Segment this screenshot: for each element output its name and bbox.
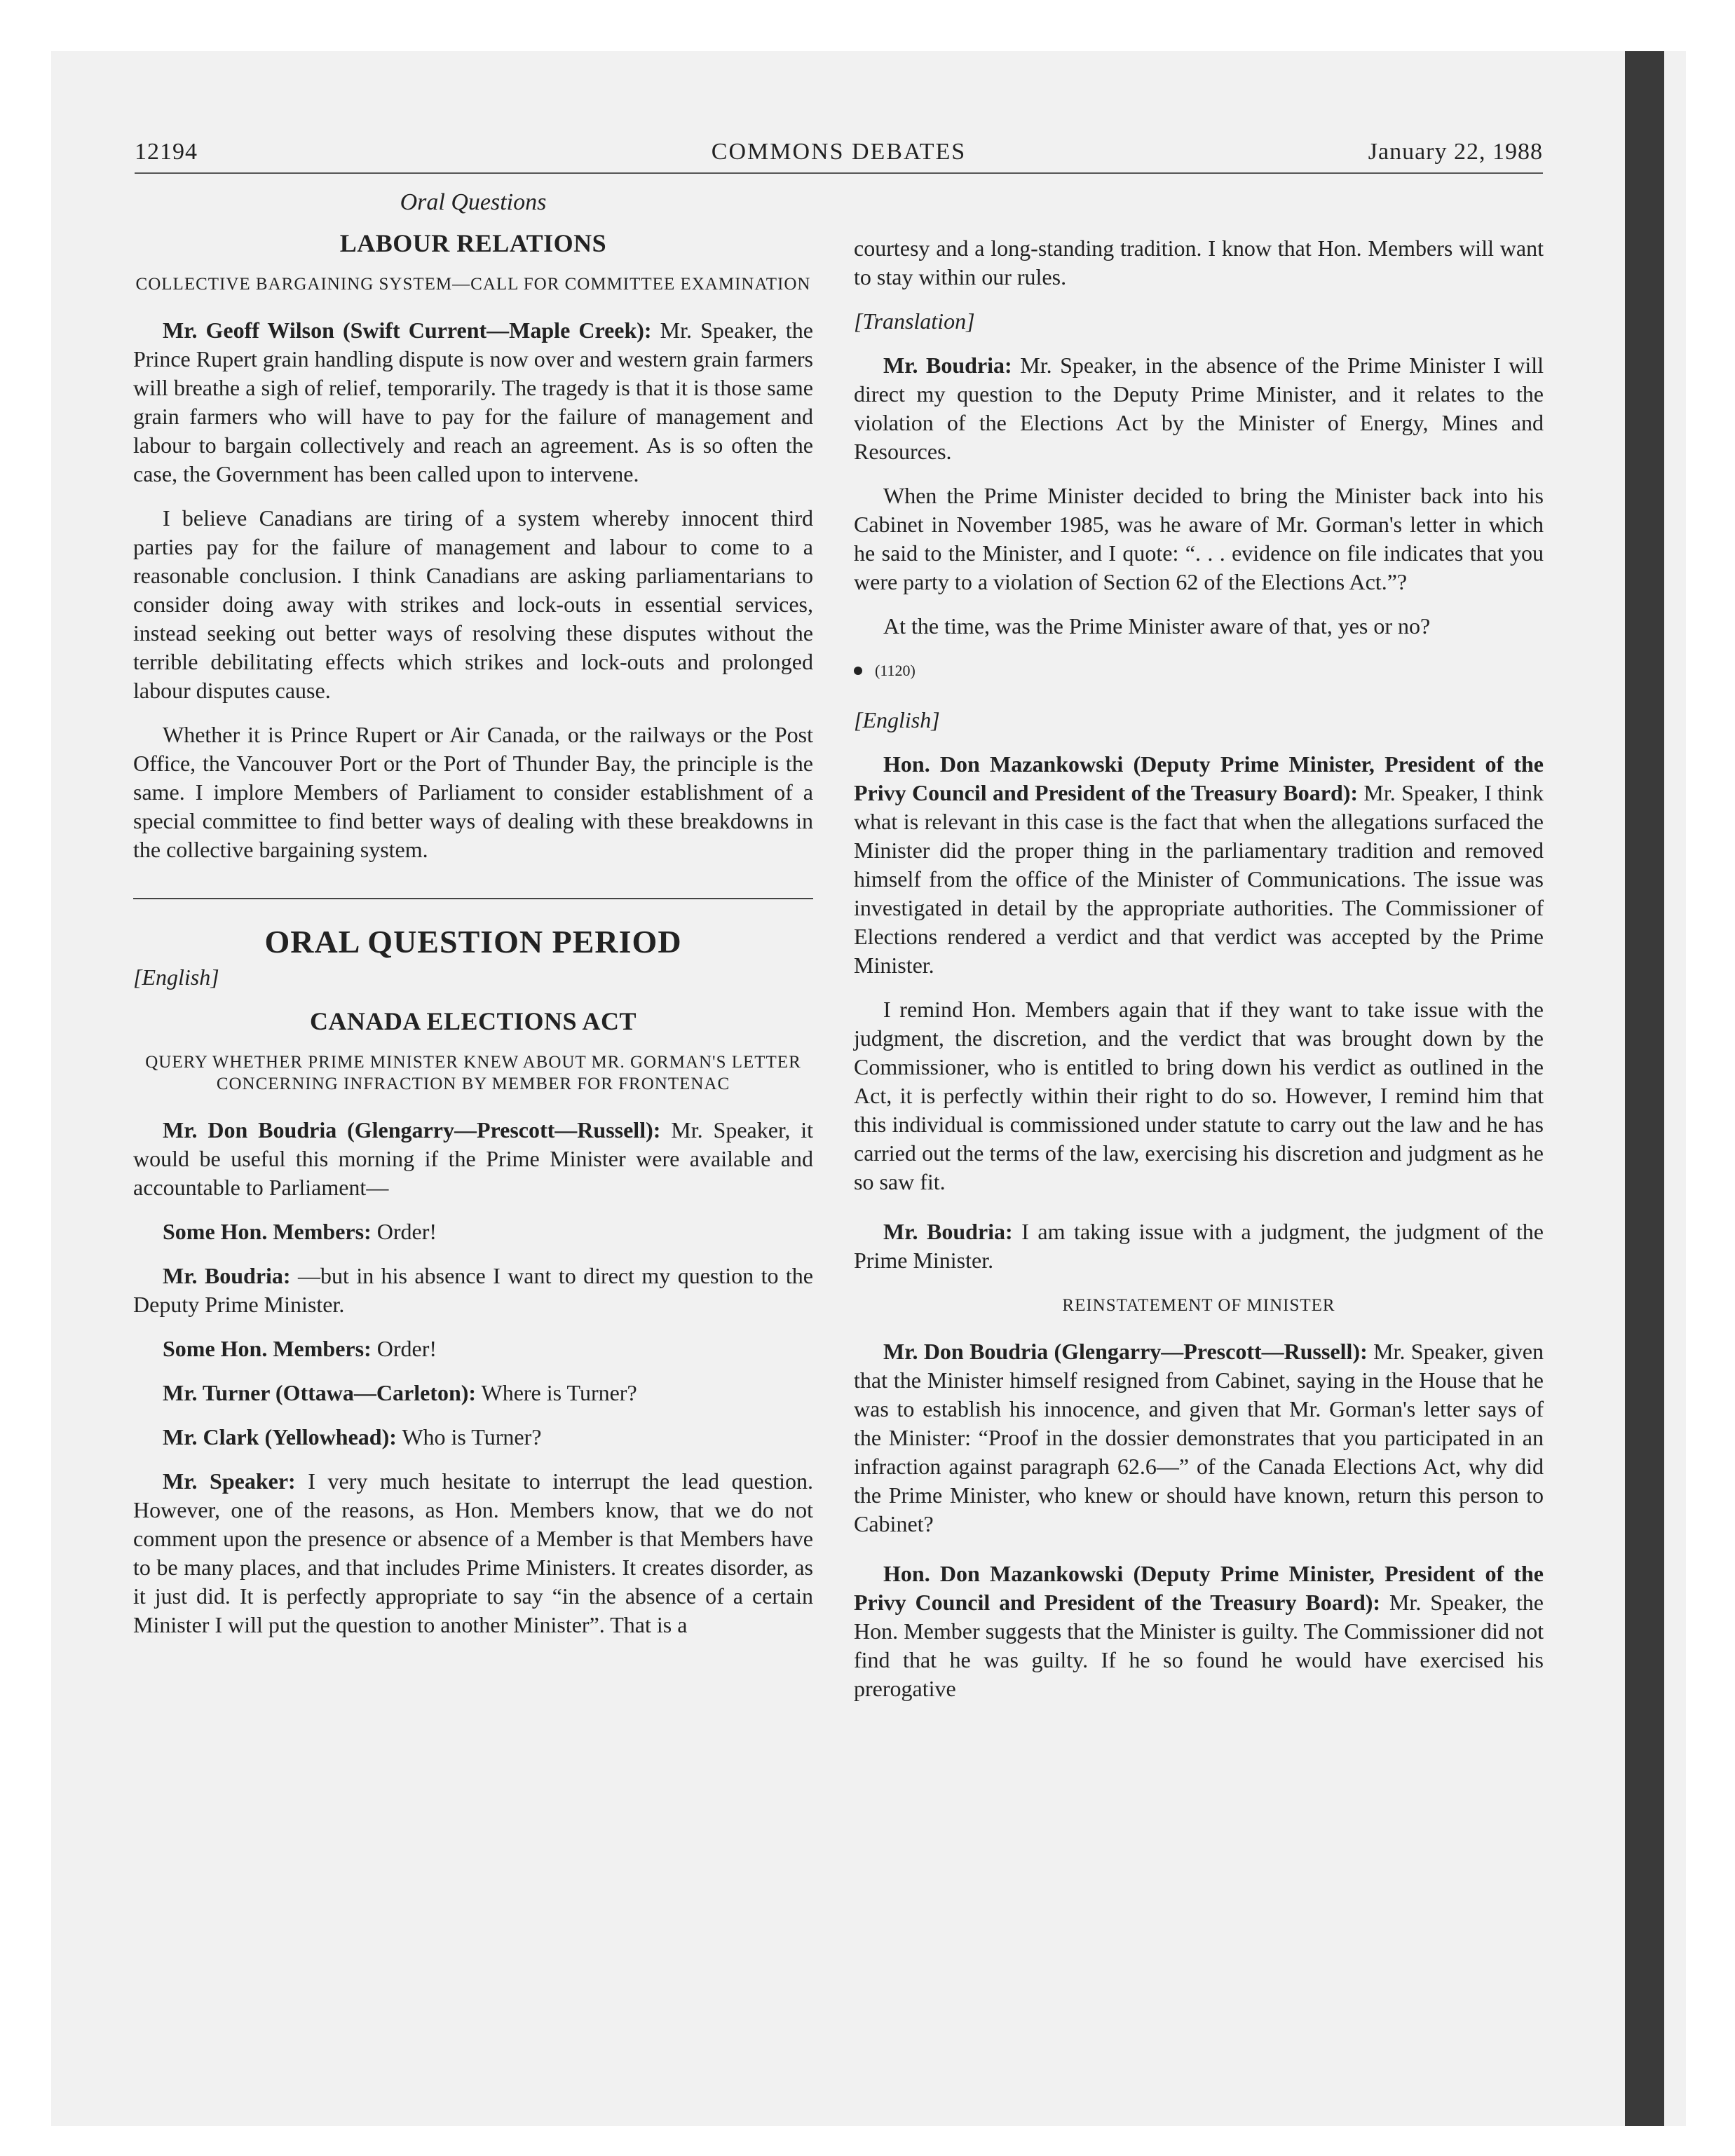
language-marker: [English]: [133, 964, 219, 990]
speaker-name: Mr. Clark (Yellowhead):: [163, 1424, 397, 1449]
speech-text: Mr. Speaker, in the absence of the Prime Minister I will direct my question to the Deputy Prime Minister, and it relates to the violation of the Elections Act by the Minister of Energy, Mines and Resources.: [854, 353, 1544, 464]
speaker-name: Hon. Don Mazankowski (Deputy Prime Minister, President of the Privy Council and President of the Treasury Board):: [854, 1561, 1544, 1615]
subheading-reinstatement: REINSTATEMENT OF MINISTER: [1062, 1296, 1335, 1315]
paragraph: [133, 1116, 813, 1202]
speech-text: Mr. Speaker, given that the Minister himself resigned from Cabinet, saying in the House that he was to establish his innocence, and given that Mr. Gorman's letter says of the Minister: “Proof in the dossier demonstrates that you participated in an infraction against paragraph 62.6—” of the Canada Elections Act, why did the Prime Minister, who knew or should have known, return this person to Cabinet?: [854, 1339, 1544, 1536]
heading-labour-relations: LABOUR RELATIONS: [339, 229, 607, 257]
time-marker: [854, 656, 1544, 685]
speaker-name: Mr. Geoff Wilson (Swift Current—Maple Creek):: [163, 318, 652, 343]
language-marker: [Translation]: [854, 308, 975, 334]
right-column: [854, 234, 1544, 1719]
paragraph: At the time, was the Prime Minister aware of that, yes or no?: [883, 613, 1431, 639]
paragraph: [854, 1217, 1544, 1275]
speaker-name: Mr. Don Boudria (Glengarry—Prescott—Russell):: [163, 1117, 661, 1142]
speech-text: Order!: [371, 1336, 437, 1361]
paragraph: [133, 1379, 813, 1407]
speaker-name: Mr. Boudria:: [163, 1263, 291, 1288]
speech-text: Mr. Speaker, I think what is relevant in this case is the fact that when the allegations surfaced the Minister did the proper thing in the parliamentary tradition and removed himself from the office of the Minister of Communications. The issue was investigated in detail by the appropriate authorities. The Commissioner of Elections rendered a verdict and that verdict was accepted by the Prime Minister.: [854, 780, 1544, 978]
speaker-name: Mr. Speaker:: [163, 1468, 296, 1494]
speaker-name: Hon. Don Mazankowski (Deputy Prime Minister, President of the Privy Council and President of the Treasury Board):: [854, 751, 1544, 805]
speech-text: Order!: [371, 1219, 437, 1244]
heading-canada-elections-act: CANADA ELECTIONS ACT: [309, 1007, 637, 1035]
time-stamp: (1120): [875, 662, 916, 679]
running-header: [135, 139, 1543, 174]
paragraph: [133, 1217, 813, 1246]
speaker-name: Mr. Boudria:: [883, 1219, 1013, 1244]
heading-oral-question-period: ORAL QUESTION PERIOD: [264, 924, 682, 960]
speech-text: —but in his absence I want to direct my question to the Deputy Prime Minister.: [133, 1263, 814, 1317]
language-marker: [English]: [854, 707, 940, 732]
paragraph: [133, 1423, 813, 1452]
speaker-name: Mr. Turner (Ottawa—Carleton):: [163, 1380, 477, 1405]
paragraph: [133, 1335, 813, 1363]
speaker-name: Some Hon. Members:: [163, 1336, 372, 1361]
page-date: January 22, 1988: [1368, 139, 1543, 165]
speech-text: I am taking issue with a judgment, the judgment of the Prime Minister.: [854, 1219, 1544, 1273]
paragraph: I believe Canadians are tiring of a system whereby innocent third parties pay for the failure of management and labour to come to a reasonable conclusion. I think Canadians are asking parliamentarians to consider doing away with strikes and lock-outs in essential services, instead seeking out better ways of resolving these disputes without the terrible debilitating effects which strikes and lock-outs and prolonged labour disputes cause.: [133, 505, 813, 703]
scan-edge-shadow: [1625, 51, 1664, 2126]
paragraph: [854, 1337, 1544, 1538]
section-label: Oral Questions: [400, 189, 547, 215]
paragraph: [854, 351, 1544, 466]
subheading-query: QUERY WHETHER PRIME MINISTER KNEW ABOUT MR. GORMAN'S LETTER CONCERNING INFRACTION BY MEMBER FOR FRONTENAC: [145, 1053, 801, 1093]
paragraph: courtesy and a long-standing tradition. I know that Hon. Members will want to stay within our rules.: [854, 236, 1544, 289]
paragraph: When the Prime Minister decided to bring the Minister back into his Cabinet in November 1985, was he aware of Mr. Gorman's letter in which he said to the Minister, and I quote: “. . . evidence on file indicates that you were party to a violation of Section 62 of the Elections Act.”?: [854, 483, 1544, 594]
paragraph: [133, 1467, 813, 1639]
paragraph: [133, 316, 813, 489]
speech-text: Mr. Speaker, it would be useful this morning if the Prime Minister were available and accountable to Parliament—: [133, 1117, 814, 1200]
speech-text: I very much hesitate to interrupt the lead question. However, one of the reasons, as Hon. Members know, that we do not comment upon the presence or absence of a Member is that Members have to be many places, and that includes Prime Ministers. It creates disorder, as it just did. It is perfectly appropriate to say “in the absence of a certain Minister I will put the question to another Minister”. That is a: [133, 1468, 813, 1637]
speaker-name: Mr. Don Boudria (Glengarry—Prescott—Russell):: [883, 1339, 1368, 1364]
paragraph: I remind Hon. Members again that if they want to take issue with the judgment, the discretion, and the verdict that was brought down by the Commissioner, who is entitled to bring down his verdict as outlined in the Act, it is perfectly within their right to do so. However, I remind him that this individual is commissioned under statute to carry out the law and he has carried out the terms of the law, exercising his discretion and judgment as he so saw fit.: [854, 997, 1544, 1194]
paragraph: [854, 1560, 1544, 1703]
speech-text: Mr. Speaker, the Prince Rupert grain handling dispute is now over and western grain farmers will breathe a sigh of relief, temporarily. The tragedy is that it is those same grain farmers who will have to pay for the failure of management and labour to bargain collectively and reach an agreement. As is so often the case, the Government has been called upon to intervene.: [133, 318, 814, 486]
speech-text: Mr. Speaker, the Hon. Member suggests that the Minister is guilty. The Commissioner did not find that he was guilty. If he so found he would have exercised his prerogative: [854, 1590, 1544, 1701]
left-column: [133, 188, 813, 1655]
subheading-collective-bargaining: COLLECTIVE BARGAINING SYSTEM—CALL FOR COMMITTEE EXAMINATION: [135, 275, 811, 294]
speech-text: Where is Turner?: [476, 1380, 637, 1405]
bullet-icon: [854, 667, 862, 675]
speech-text: Who is Turner?: [396, 1424, 542, 1449]
speaker-name: Some Hon. Members:: [163, 1219, 372, 1244]
section-divider: [133, 898, 813, 899]
paragraph: [854, 750, 1544, 980]
speaker-name: Mr. Boudria:: [883, 353, 1012, 378]
publication-title: COMMONS DEBATES: [711, 139, 967, 165]
paragraph: [133, 1262, 813, 1319]
page-number: 12194: [135, 139, 198, 165]
paragraph: Whether it is Prince Rupert or Air Canada, or the railways or the Post Office, the Vancouver Port or the Port of Thunder Bay, the principle is the same. I implore Members of Parliament to consider establishment of a special committee to find better ways of dealing with these breakdowns in the collective bargaining system.: [133, 722, 813, 862]
